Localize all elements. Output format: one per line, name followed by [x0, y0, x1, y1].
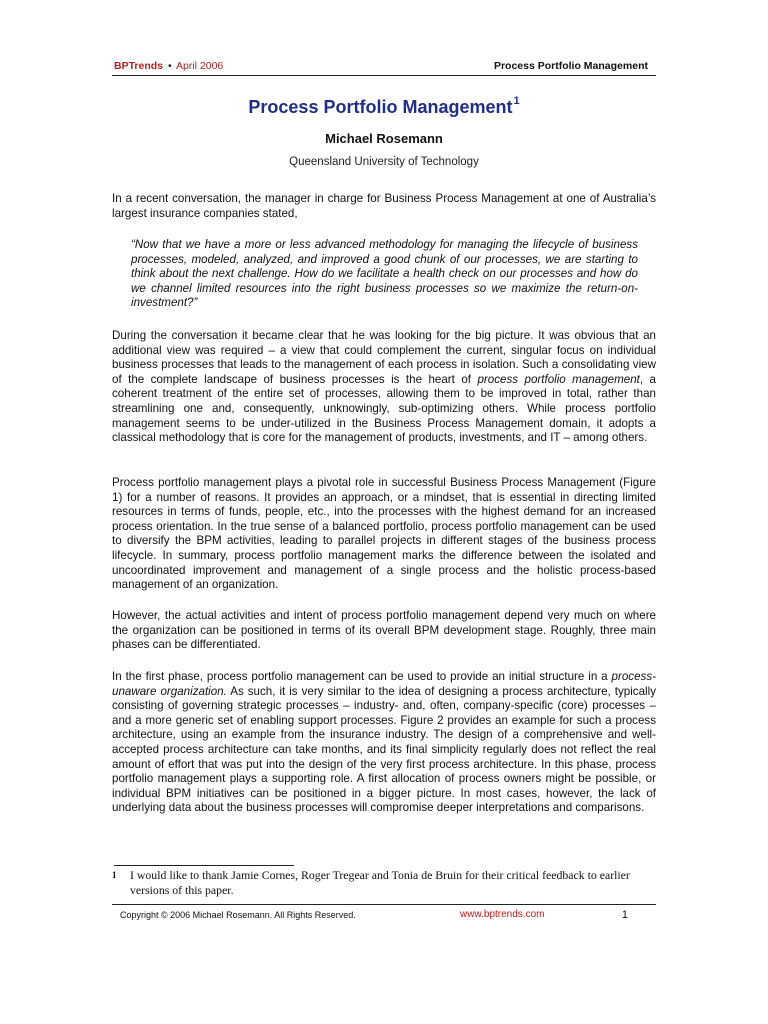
paragraph-2-part-b: , a coherent treatment of the entire set of processes, allowing them to be improved in total, rather than streamlining one and, consequently, unknowingly, sub-optimizing others. While process portfolio management seems to be under-utilized in the Business Process Management domain, it adopts a classical methodology that is core for the management of products, investments, and IT – among others.	[112, 372, 656, 445]
paragraph-2-part-a: During the conversation it became clear that he was looking for the big picture. It was obvious that an additional view was required – a view that could complement the current, singular focus on individual business processes that leads to the management of each process in isolation. Such a consolidating view of the complete landscape of business processes is the heart of	[112, 329, 656, 386]
brand-name: BPTrends	[114, 60, 164, 72]
page-header	[112, 57, 656, 75]
header-bullet: •	[167, 60, 172, 72]
footnote-marker: 1	[112, 870, 117, 880]
paragraph-5-part-b: As such, it is very similar to the idea of designing a process architecture, typically consisting of governing strategic processes – industry- and, often, company-specific (core) processes – and a more generic set of enabling support processes. Figure 2 provides an example for such a process architecture, using an example from the insurance industry. The design of a comprehensive and well-accepted process architecture can take months, and its final simplicity regularly does not reflect the real amount of effort that was put into the design of the very first process architecture. In this phase, process portfolio management plays a supporting role. A first allocation of process owners might be possible, or individual BPM initiatives can be positioned in a bigger picture. In most cases, however, the lack of underlying data about the business processes will compromise deeper interpretations and comparisons.	[112, 684, 656, 815]
website-link[interactable]: www.bptrends.com	[460, 909, 545, 920]
title-text: Process Portfolio Management	[248, 97, 513, 117]
paragraph-1	[112, 192, 656, 221]
footnote-separator	[114, 865, 294, 866]
header-date: April 2006	[175, 60, 224, 72]
paragraph-5-text	[112, 670, 656, 816]
footnote-text: I would like to thank Jamie Cornes, Roger Tregear and Tonia de Bruin for their critical feedback to earlier versions of this paper.	[130, 868, 630, 897]
page-footer	[112, 906, 656, 924]
paragraph-2-text	[112, 329, 656, 446]
header-rule	[112, 75, 656, 76]
copyright-notice: Copyright © 2006 Michael Rosemann. All Rights Reserved.	[120, 910, 356, 920]
paragraph-3	[112, 476, 656, 593]
header-brand	[114, 57, 223, 75]
paragraph-3-text: Process portfolio management plays a pivotal role in successful Business Process Management (Figure 1) for a number of reasons. It provides an approach, or a mindset, that is essential in directing limited resources in terms of funds, people, etc., into the processes with the highest demand for an increased process orientation. In the true sense of a balanced portfolio, process portfolio management can be used to diversify the BPM activities, leading to parallel projects in different stages of the business process lifecycle. In summary, process portfolio management marks the difference between the isolated and uncoordinated improvement and management of a single process and the holistic process-based management of an organization.	[112, 476, 656, 592]
running-title: Process Portfolio Management	[493, 60, 648, 72]
paragraph-4	[112, 609, 656, 653]
paragraph-1-text: In a recent conversation, the manager in charge for Business Process Management at one of Australia’s largest insurance companies stated,	[112, 192, 656, 220]
block-quote: “Now that we have a more or less advanced methodology for managing the lifecycle of business processes, modeled, analyzed, and improved a good chunk of our processes, we are starting to think about the next challenge. How do we facilitate a health check on our processes and how do we channel limited resources into the right business processes so we maximize the return-on-investment?”	[131, 238, 638, 310]
author-name: Michael Rosemann	[325, 131, 443, 146]
paragraph-2-emphasis: process portfolio management	[477, 372, 640, 386]
author-affiliation: Queensland University of Technology	[289, 156, 479, 168]
paragraph-5	[112, 670, 656, 816]
title-footnote-marker: 1	[513, 95, 520, 107]
page-number: 1	[621, 909, 628, 921]
footer-rule	[112, 904, 656, 905]
paragraph-4-text: However, the actual activities and intent of process portfolio management depend very much on where the organization can be positioned in terms of its overall BPM development stage. Roughly, three main phases can be differentiated.	[112, 609, 656, 652]
footnote	[112, 868, 656, 898]
paragraph-5-part-a: In the first phase, process portfolio management can be used to provide an initial structure in a	[112, 670, 612, 683]
document-title	[112, 86, 656, 122]
paragraph-2	[112, 329, 656, 446]
paragraph-5-emphasis: process-unaware organization.	[112, 670, 656, 698]
